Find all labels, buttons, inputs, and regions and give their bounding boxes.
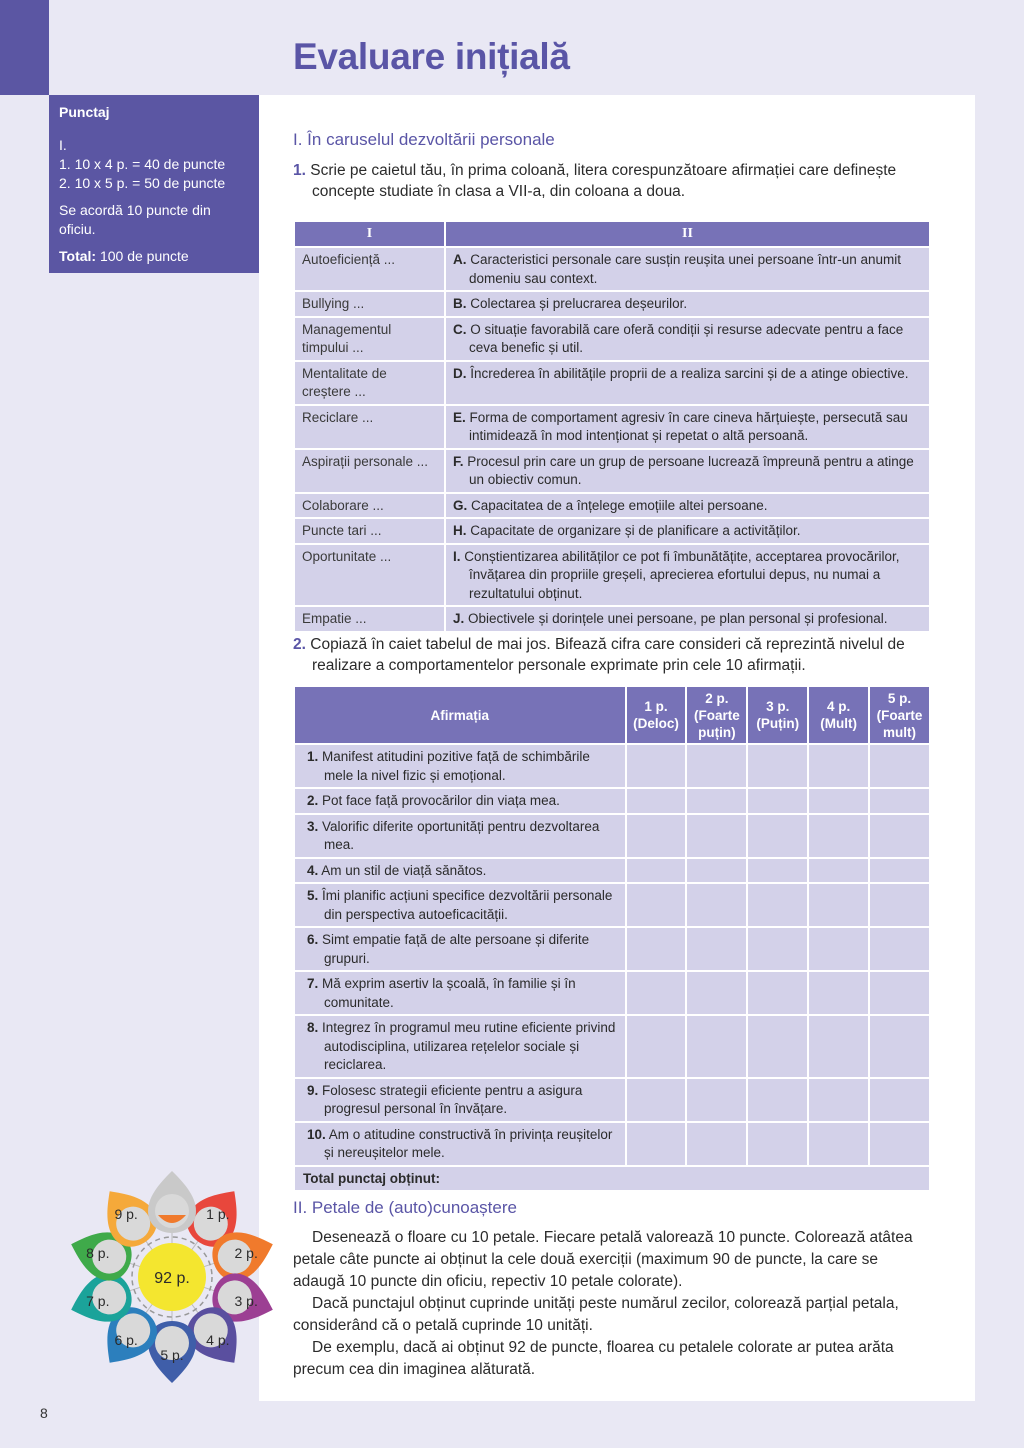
statement-text: Manifest atitudini pozitive față de schimbările mele la nivel fizic și emoțional. [322,749,590,783]
score-cell [686,788,747,814]
score-cell [686,971,747,1015]
statement-text: Am un stil de viață sănătos. [321,862,487,878]
statement-text: Îmi planific acțiuni specifice dezvoltării personale din perspectiva autoeficacității. [322,888,613,922]
score-box [49,95,259,273]
definition-cell [445,449,930,493]
statement-text: Folosesc strategii eficiente pentru a asigura progresul personal în învățare. [322,1082,583,1116]
definition-letter: C. [453,321,467,337]
definition-letter: B. [453,296,467,311]
paragraph-3: De exemplu, dacă ai obținut 92 de puncte, floarea cu petalele colorate ar putea arăta precum cea din imaginea alăturată. [293,1339,894,1378]
definition-text: Capacitate de organizare și de planificare a activităților. [470,523,801,538]
score-cell [808,814,869,858]
statement-number: 7. [307,976,319,991]
statement-text: Valorific diferite oportunități pentru dezvoltarea mea. [322,818,600,852]
table-row [294,1078,930,1122]
score-cell [869,814,930,858]
question-2 [293,634,933,676]
table-row [294,927,930,971]
definition-text: Obiectivele și dorințele unei persoane, pe plan personal și profesional. [468,611,888,626]
score-cell [869,788,930,814]
score-cell [747,1078,808,1122]
statement-cell [294,744,626,788]
column-header-score [808,686,869,744]
score-cell [686,858,747,884]
question-2-text: Copiază în caiet tabelul de mai jos. Bifează cifra care consideri că reprezintă nivelul de realizare a comportamentelor personale exprimate prin cele 10 afirmații. [310,636,905,674]
score-cell [747,814,808,858]
concept-cell: Empatie ... [294,606,445,632]
score-cell [626,971,687,1015]
table-row [294,544,930,607]
score-cell [869,927,930,971]
score-cell [869,883,930,927]
petal-label: 6 p. [114,1332,138,1349]
matching-table-header [294,221,930,247]
table-row [294,606,930,632]
definition-letter: F. [453,453,464,469]
definition-letter: J. [453,611,465,626]
table-row [294,1015,930,1078]
score-cell [686,1078,747,1122]
score-label: (Foarte puțin) [694,707,740,740]
score-cell [686,1122,747,1166]
score-points: 2 p. [705,690,729,706]
score-cell [747,883,808,927]
score-cell [869,1015,930,1078]
score-cell [626,788,687,814]
statement-number: 10. [307,1126,326,1142]
table-row [294,788,930,814]
question-2-number: 2. [293,636,306,653]
score-points: 3 p. [766,699,790,714]
flower-petal [148,1171,196,1233]
petal-label: 4 p. [206,1332,230,1349]
score-cell [808,927,869,971]
table-row [294,971,930,1015]
definition-letter: D. [453,365,467,381]
definition-text: Colectarea și prelucrarea deșeurilor. [470,296,688,311]
score-cell [808,788,869,814]
statement-cell [294,858,626,884]
table-row [294,883,930,927]
score-label: (Deloc) [633,716,679,731]
question-1-number: 1. [293,162,306,179]
score-cell [808,971,869,1015]
statement-cell [294,1122,626,1166]
column-header-ii: II [445,221,930,247]
score-points: 4 p. [827,699,851,714]
table-row [294,247,930,291]
definition-letter: I. [453,548,461,564]
statement-number: 6. [307,932,319,947]
table-row [294,858,930,884]
definition-letter: H. [453,523,467,538]
table-row [294,449,930,493]
definition-cell [445,291,930,317]
definition-letter: E. [453,409,466,425]
score-cell [626,927,687,971]
petal-label: 2 p. [234,1244,258,1261]
flower-center-label: 92 p. [154,1270,190,1287]
score-cell [869,1078,930,1122]
paragraph-1: Desenează o floare cu 10 petale. Fiecare petală valorează 10 puncte. Colorează atâtea petale câte puncte ai obținut la cele două exerciții (maximum 90 de puncte, la care se adaugă 10 puncte din oficiu, repectiv 10 petale colorate). [293,1229,913,1290]
statement-text: Pot face față provocărilor din viața mea. [322,793,560,808]
score-cell [747,927,808,971]
score-cell [808,744,869,788]
statement-cell [294,883,626,927]
concept-cell: Aspirații personale ... [294,449,445,493]
concept-cell: Reciclare ... [294,405,445,449]
score-cell [747,744,808,788]
statement-number: 3. [307,818,319,834]
definition-letter: G. [453,497,468,513]
section-1-title: I. În caruselul dezvoltării personale [293,130,555,149]
table-row [294,317,930,361]
statement-cell [294,927,626,971]
column-header-statement: Afirmația [294,686,626,744]
table-row [294,361,930,405]
score-points: 5 p. [887,690,912,706]
petal-label: 1 p. [206,1205,230,1222]
definition-text: Caracteristici personale care susțin reușita unei persoane într-un anumit domeniu sau context. [469,252,901,286]
score-cell [808,883,869,927]
section-2-title: II. Petale de (auto)cunoaștere [293,1198,517,1217]
self-assessment-body [294,744,930,1191]
definition-cell [445,518,930,544]
table-row [294,405,930,449]
definition-text: Forma de comportament agresiv în care cineva hărțuiește, persecută sau intimidează în mod intenționat și repetat o altă persoană. [469,409,908,443]
score-cell [686,744,747,788]
score-cell [869,858,930,884]
score-cell [626,883,687,927]
table-row [294,1122,930,1166]
concept-cell: Autoeficiență ... [294,247,445,291]
definition-cell [445,317,930,361]
table-row [294,744,930,788]
petal-label: 7 p. [86,1293,110,1310]
score-cell [626,1078,687,1122]
matching-table-body [294,247,930,632]
statement-number: 2. [307,793,319,808]
definition-text: Încrederea în abilitățile proprii de a realiza sarcini și de a atinge obiective. [470,365,909,381]
statement-text: Am o atitudine constructivă în privința reușitelor și nereușitelor mele. [324,1126,613,1160]
score-label: (Foarte mult) [876,707,923,740]
definition-cell [445,606,930,632]
table-row [294,291,930,317]
score-cell [626,814,687,858]
score-cell [626,858,687,884]
self-assessment-header [294,686,930,744]
definition-cell [445,361,930,405]
petal-label: 5 p. [160,1347,184,1363]
score-cell [808,1015,869,1078]
concept-cell: Bullying ... [294,291,445,317]
concept-cell: Mentalitate de creștere ... [294,361,445,405]
statement-cell [294,971,626,1015]
score-cell [686,927,747,971]
score-cell [869,971,930,1015]
concept-cell: Colaborare ... [294,493,445,519]
score-total [59,247,249,266]
statement-cell [294,814,626,858]
table-row [294,518,930,544]
score-points: 1 p. [644,699,668,714]
table-row [294,493,930,519]
score-cell [869,1122,930,1166]
statement-text: Integrez în programul meu rutine eficiente privind autodisciplina, utilizarea rețelelor sociale și reciclarea. [322,1020,616,1072]
score-cell [747,788,808,814]
score-cell [686,883,747,927]
column-header-score [686,686,747,744]
corner-accent [0,0,49,95]
score-cell [747,858,808,884]
matching-table [293,220,931,633]
score-cell [626,1015,687,1078]
statement-number: 8. [307,1020,319,1035]
paragraph-2: Dacă punctajul obținut cuprinde unități peste numărul zecilor, colorează parțial petala, considerând că o petală cuprinde 10 unități. [293,1295,899,1334]
column-header-i: I [294,221,445,247]
statement-number: 9. [307,1082,319,1098]
concept-cell: Puncte tari ... [294,518,445,544]
statement-number: 1. [307,749,319,764]
definition-cell [445,544,930,607]
score-box-title: Punctaj [59,104,110,120]
statement-text: Simt empatie față de alte persoane și diferite grupuri. [322,932,590,966]
definition-text: O situație favorabilă care oferă condiții și resurse adecvate pentru a face ceva benefic și util. [469,321,904,355]
page-number: 8 [40,1405,48,1421]
score-total-label: Total: [59,248,97,264]
definition-cell [445,493,930,519]
question-1 [293,160,933,202]
statement-cell [294,1078,626,1122]
score-cell [626,744,687,788]
score-cell [869,744,930,788]
total-row [294,1166,930,1192]
petal-label: 8 p. [86,1244,110,1261]
statement-number: 4. [307,862,319,878]
question-1-text: Scrie pe caietul tău, în prima coloană, litera corespunzătoare afirmației care definește concepte studiate în clasa a VII-a, din coloana a doua. [310,162,897,200]
definition-cell [445,405,930,449]
column-header-score [626,686,687,744]
statement-cell [294,1015,626,1078]
score-cell [747,1015,808,1078]
table-row [294,814,930,858]
score-label: (Puțin) [756,716,800,731]
total-label: Total punctaj obținut: [294,1166,930,1192]
score-cell [747,1122,808,1166]
score-line: 2. 10 x 5 p. = 50 de puncte [59,175,226,191]
score-cell [808,1122,869,1166]
score-cell [686,814,747,858]
petal-flower [68,1170,276,1385]
score-label: (Mult) [820,716,858,731]
score-cell [808,1078,869,1122]
column-header-score [869,686,930,744]
definition-text: Conștientizarea abilităților ce pot fi îmbunătățite, acceptarea provocărilor, învățarea din propriile greșeli, aprecierea efortului depus, nu numai a rezultatului obținut. [464,548,900,601]
concept-cell: Oportunitate ... [294,544,445,607]
concept-cell: Managementul timpului ... [294,317,445,361]
score-bonus: Se acordă 10 puncte din oficiu. [59,202,211,237]
statement-number: 5. [307,888,319,903]
score-cell [686,1015,747,1078]
statement-text: Mă exprim asertiv la școală, în familie și în comunitate. [322,976,576,1010]
definition-cell [445,247,930,291]
score-line: 1. 10 x 4 p. = 40 de puncte [59,156,226,172]
column-header-score [747,686,808,744]
petal-label: 9 p. [114,1205,138,1222]
self-assessment-table [293,685,931,1192]
score-cell [808,858,869,884]
definition-text: Capacitatea de a înțelege emoțiile altei persoane. [471,497,768,513]
score-line: I. [59,137,67,153]
score-total-value: 100 de puncte [99,248,189,264]
definition-text: Procesul prin care un grup de persoane lucrează împreună pentru a atinge un obiectiv comun. [467,453,914,487]
score-cell [747,971,808,1015]
statement-cell [294,788,626,814]
page-title: Evaluare inițială [293,36,570,77]
petal-label: 3 p. [234,1293,258,1310]
score-cell [626,1122,687,1166]
definition-letter: A. [453,252,467,267]
